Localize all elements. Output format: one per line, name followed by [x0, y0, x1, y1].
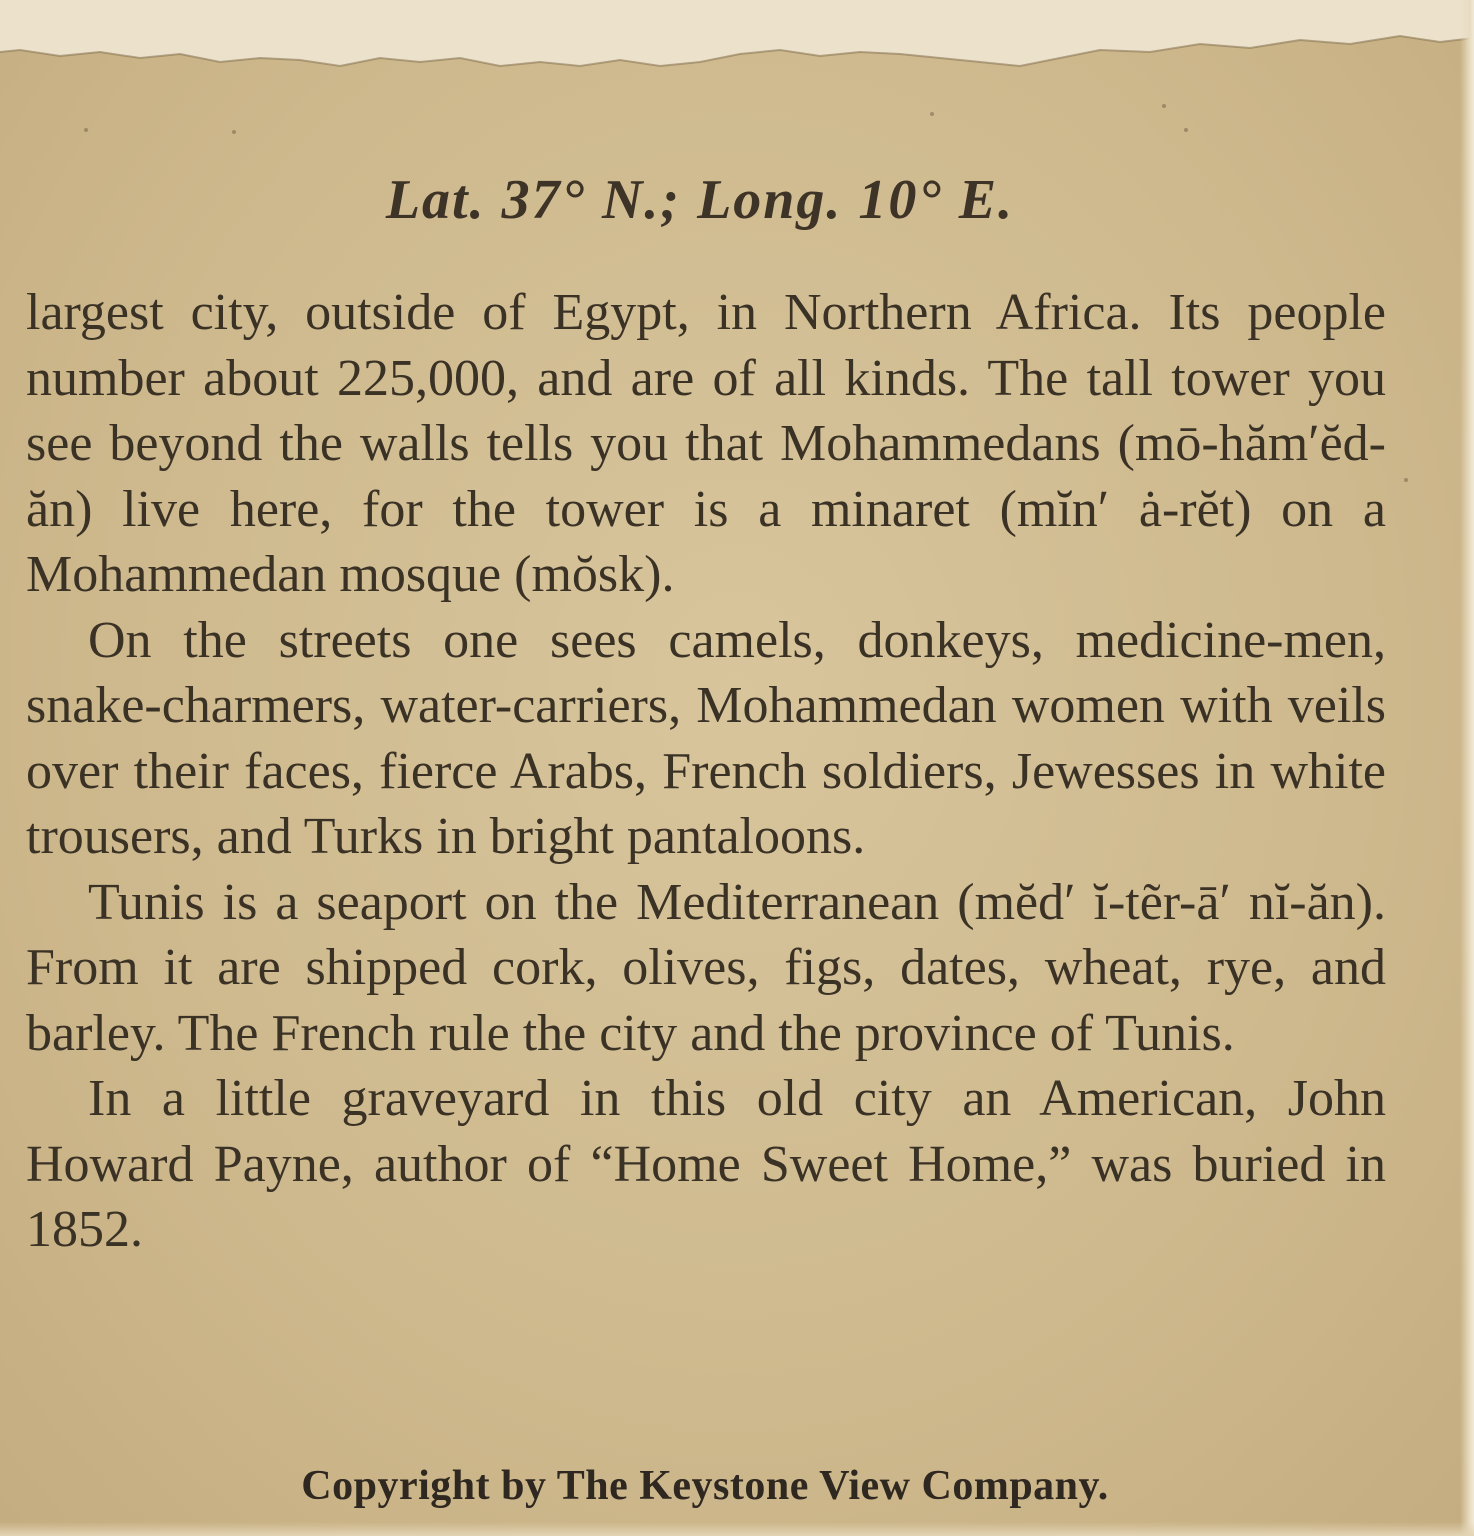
paper-speck — [84, 128, 88, 132]
paragraph-city-intro: largest city, outside of Egypt, in Northern Africa. Its people number about 225,000, and are of all kinds. The tall tower you see beyond the walls tells you that Mohammedans (mō-hăm′ĕd-ăn) live here, for the tower is a minaret (mĭn′ ȧ-rĕt) on a Mohammedan mosque (mŏsk). — [26, 284, 1386, 603]
card-bottom-edge — [0, 1522, 1474, 1536]
description-text — [26, 280, 1386, 1263]
card-right-edge — [1460, 0, 1474, 1536]
paper-speck — [232, 130, 236, 134]
paragraph-streets: On the streets one sees camels, donkeys, medicine-men, snake-charmers, water-carriers, Mohammedan women with veils over their faces, fierce Arabs, French soldiers, Jewesses in white trousers, and Turks in bright pantaloons. — [26, 611, 1386, 865]
paper-speck — [1404, 478, 1408, 482]
torn-top-edge — [0, 0, 1474, 90]
paragraph-graveyard: In a little graveyard in this old city an American, John Howard Payne, author of “Home Sweet Home,” was buried in 1852. — [26, 1070, 1386, 1258]
copyright-notice: Copyright by The Keystone View Company. — [301, 1463, 1109, 1509]
coordinates-heading: Lat. 37° N.; Long. 10° E. — [385, 169, 1015, 231]
paper-speck — [1162, 104, 1166, 108]
paragraph-seaport: Tunis is a seaport on the Mediterranean (mĕd′ ĭ-tẽr-ā′ nĭ-ăn). From it are shipped cork, olives, figs, dates, wheat, rye, and barley. The French rule the city and the province of Tunis. — [26, 873, 1386, 1062]
paper-speck — [1184, 128, 1188, 132]
paper-speck — [930, 112, 934, 116]
